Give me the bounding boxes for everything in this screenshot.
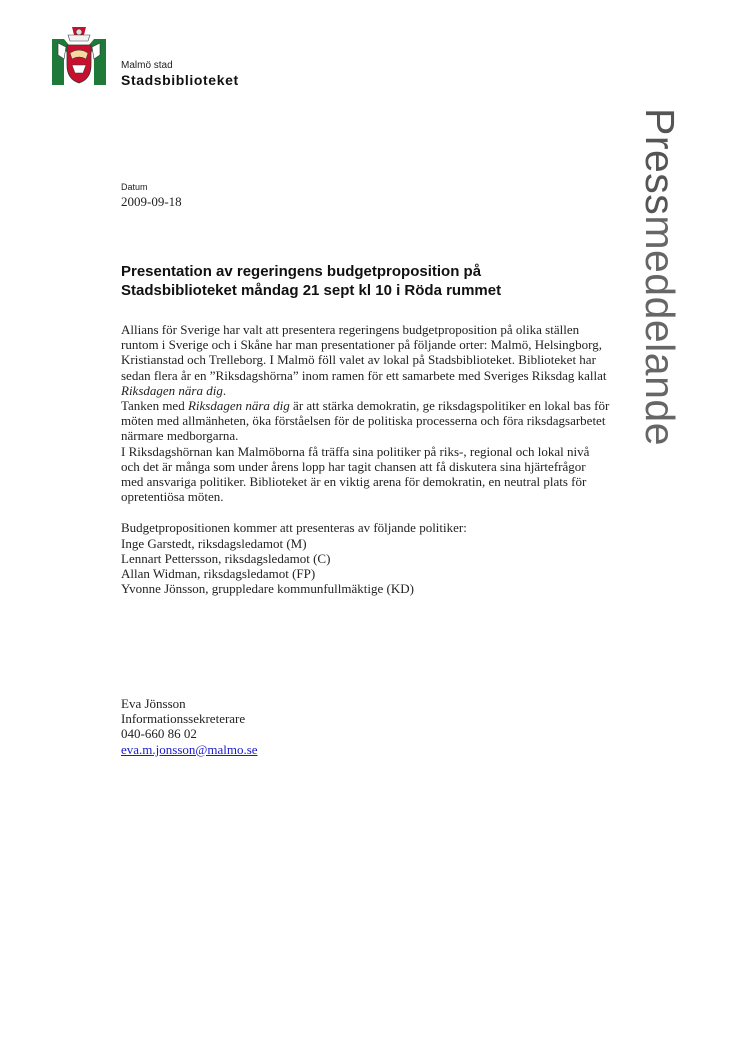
org-top-line: Malmö stad — [121, 60, 173, 71]
malmo-coat-of-arms-icon — [50, 25, 108, 87]
paragraph-intro: Allians för Sverige har valt att presentera regeringens budgetproposition på olika ställen runtom i Sverige och i Skåne har man presentationer på följande orter: Malmö, Helsingborg, Kristianstad och Trelleborg. I Malmö föll valet av lokal på Stadsbiblioteket. Biblioteket har sedan flera år en ”Riksdagshörna” inom ramen för ett samarbete med Sveriges Riksdag kallat Riksdagen nära dig. — [121, 322, 607, 398]
contact-role: Informationssekreterare — [121, 711, 246, 727]
contact-email-link[interactable]: eva.m.jonsson@malmo.se — [121, 741, 258, 757]
contact-name: Eva Jönsson — [121, 696, 186, 711]
politician-list — [121, 536, 611, 597]
pressmeddelande-label — [638, 108, 682, 446]
press-release-title — [121, 262, 601, 300]
date-value: 2009-09-18 — [121, 194, 182, 209]
title-line: Stadsbiblioteket måndag 21 sept kl 10 i Röda rummet — [121, 282, 502, 299]
organization-name — [121, 60, 239, 88]
side-label-part1: Press — [637, 108, 683, 216]
list-item: Yvonne Jönsson, gruppledare kommunfullmäktige (KD) — [121, 581, 414, 597]
list-item: Inge Garstedt, riksdagsledamot (M) — [121, 535, 307, 551]
list-item: Allan Widman, riksdagsledamot (FP) — [121, 566, 316, 582]
politician-list-intro: Budgetpropositionen kommer att presenteras av följande politiker: — [121, 520, 467, 536]
date-label: Datum — [121, 182, 148, 192]
side-label-part2: meddelande — [637, 215, 683, 446]
contact-phone: 040-660 86 02 — [121, 726, 197, 742]
paragraph-purpose: Tanken med Riksdagen nära dig är att stärka demokratin, ge riksdagspolitiker en lokal bas för möten med allmänheten, öka förståelsen för de politiska processerna och föra riksdagsarbetet närmare medborgarna. — [121, 398, 610, 444]
contact-block — [121, 696, 258, 757]
org-main-line: Stadsbiblioteket — [121, 72, 239, 88]
emphasis: Riksdagen nära dig — [121, 382, 223, 398]
paragraph-riksdagshornan: I Riksdagshörnan kan Malmöborna få träffa sina politiker på riks-, regional och lokal nivå och det är många som under årens lopp har tagit chansen att få diskutera sina hjärtefrågor med ansvariga politiker. Biblioteket är en viktig arena för demokratin, en neutral plats för opretentiösa möten. — [121, 443, 590, 505]
emphasis: Riksdagen nära dig — [187, 398, 290, 414]
title-line: Presentation av regeringens budgetproposition på — [121, 263, 482, 280]
body-text — [121, 322, 611, 596]
list-item: Lennart Pettersson, riksdagsledamot (C) — [121, 550, 331, 566]
